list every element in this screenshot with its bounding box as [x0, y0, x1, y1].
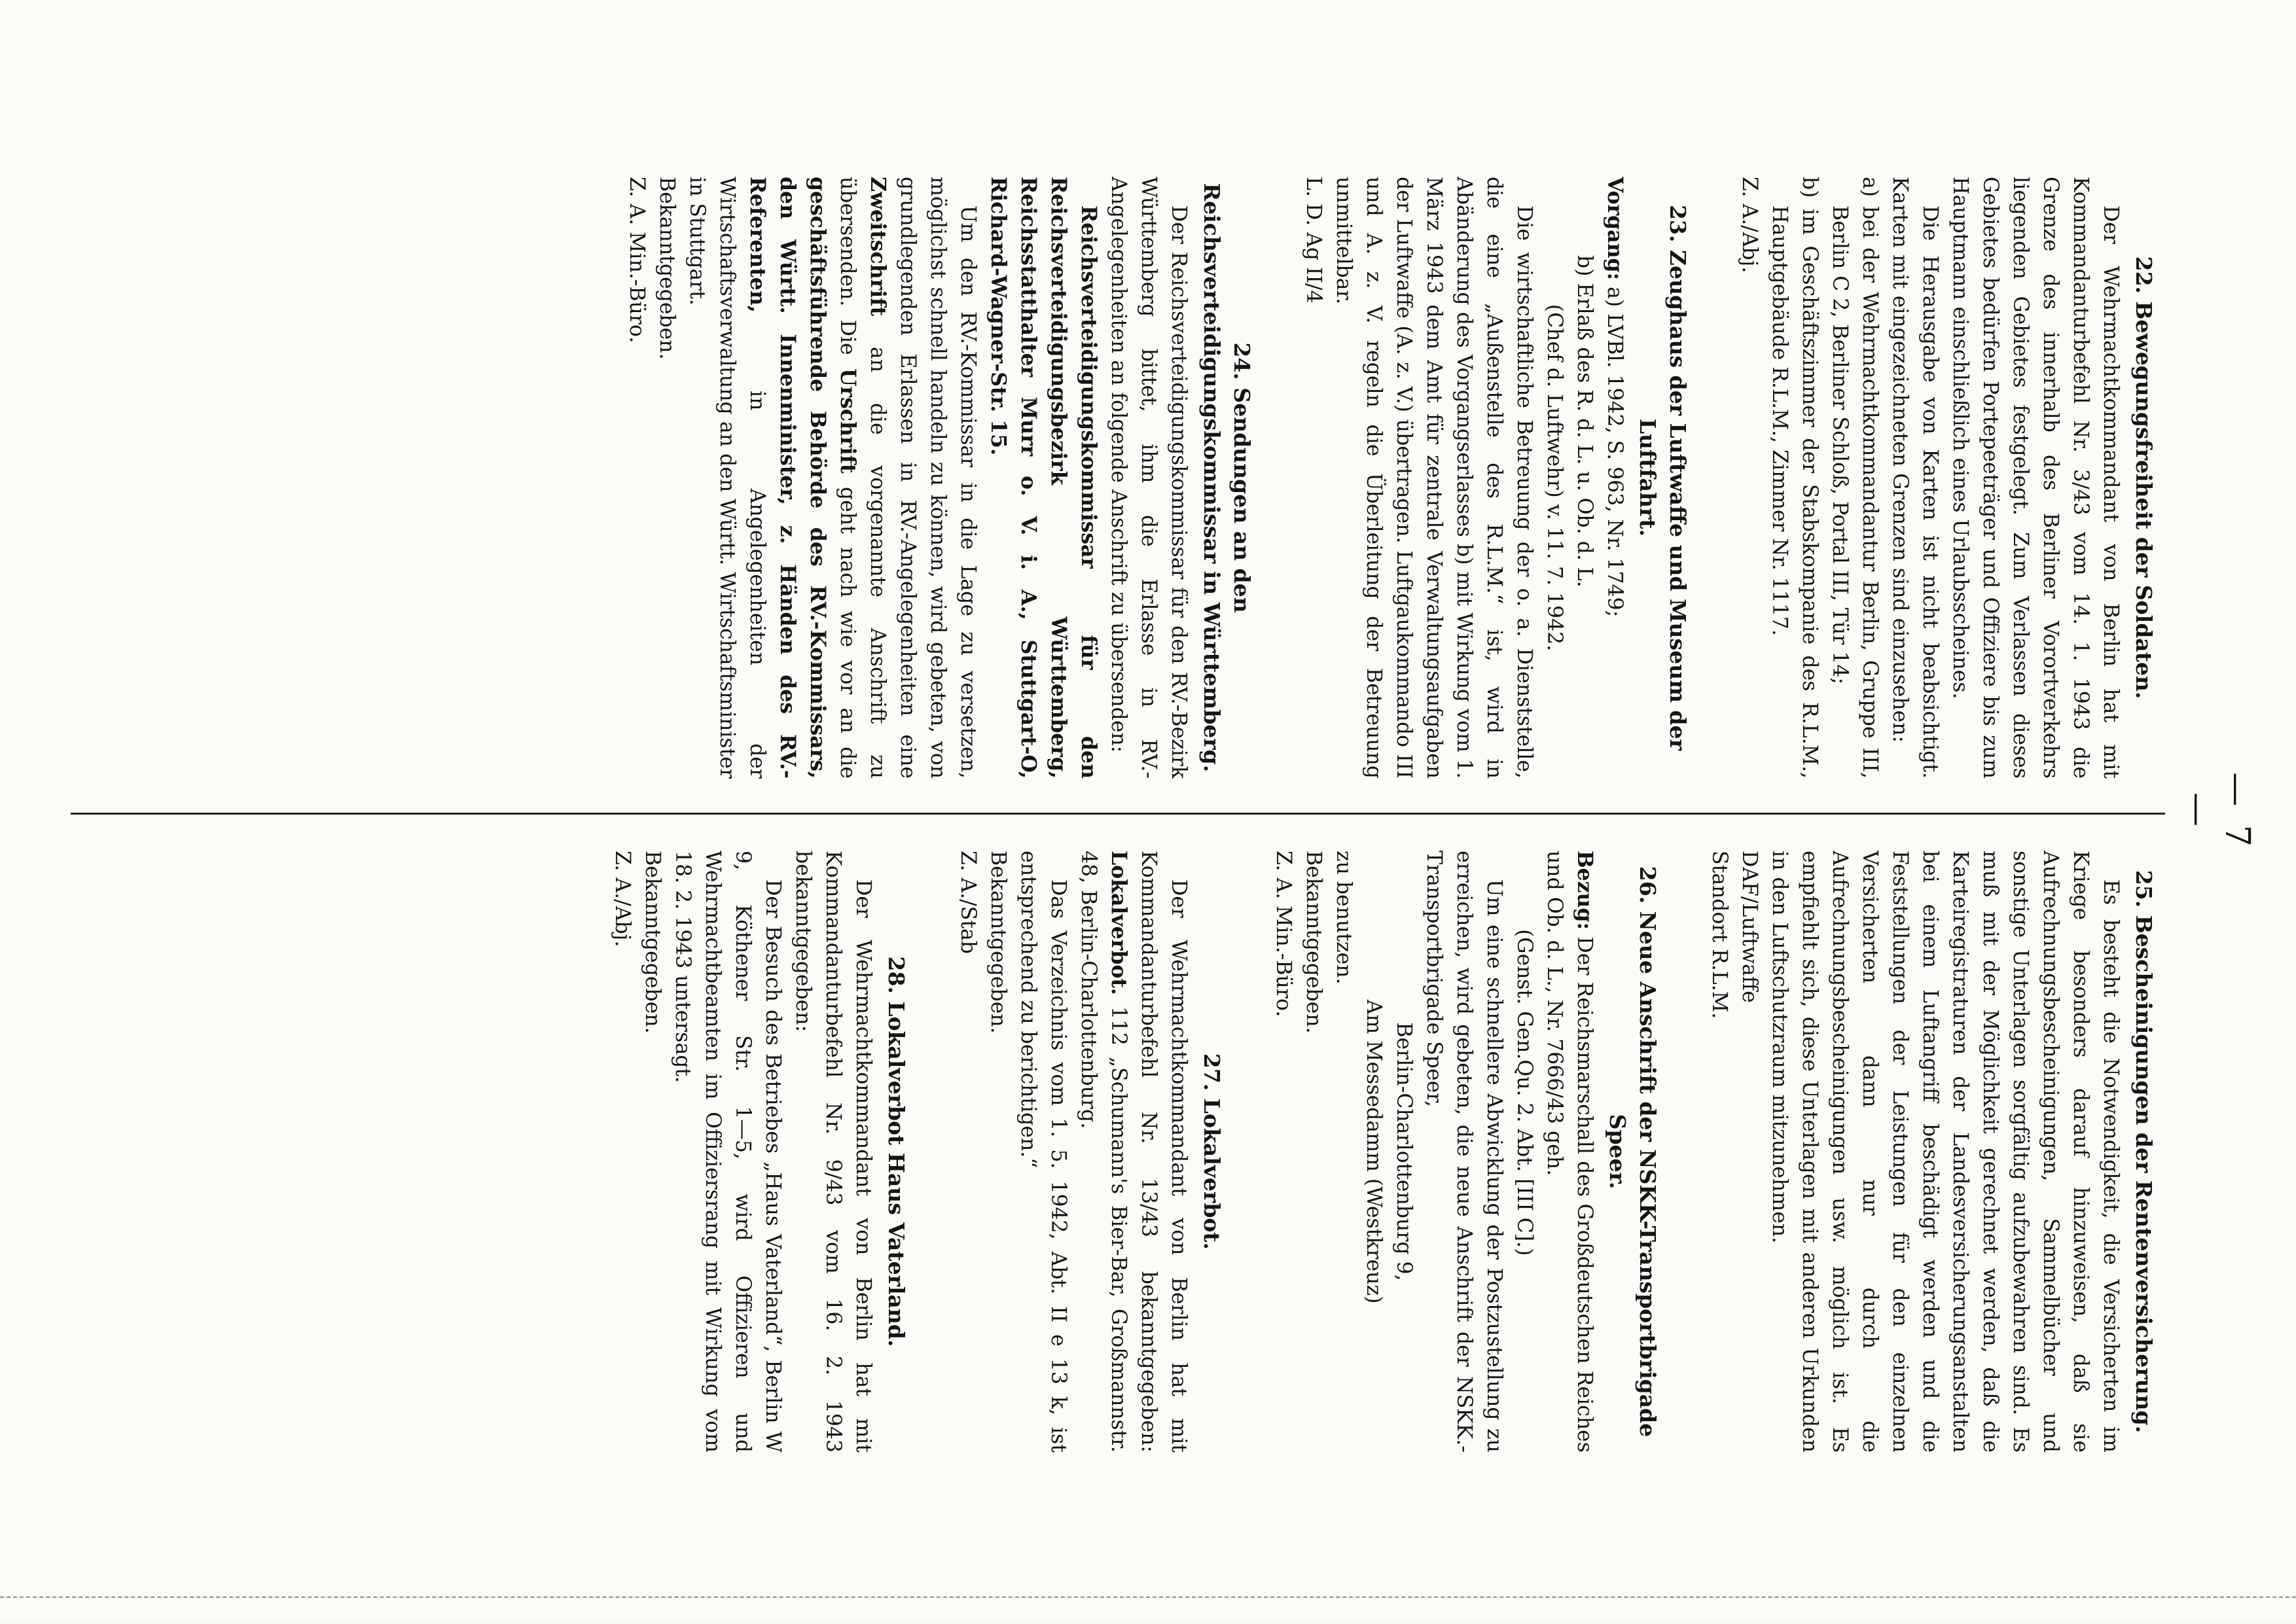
section-24-paragraph-2-part-c: an die vorgenannte Anschrift zu übersenden. Die: [836, 177, 889, 779]
section-26-reference: [1539, 851, 1600, 1453]
section-24-paragraph-2-part-e: in Angelegenheiten der Wirtschaftsverwaltung an den Württ. Wirtschaftsminister in Stuttgart.: [685, 177, 769, 779]
section-24-paragraph-1: Der Reichsverteidigungskommissar für den RV.-Bezirk Württemberg bittet, ihm die Erlasse in RV.-Angelegenheiten an folgende Anschrift zu übersenden:: [1107, 177, 1191, 779]
section-26-paragraph-1: Um eine schnellere Abwicklung der Postzustellung zu erreichen, wird gebeten, die neue Anschrift der NSKK.-Transportbrigade Speer,: [1422, 851, 1506, 1453]
section-26-paragraph-2: zu benutzen.: [1332, 851, 1355, 985]
section-23-reference: [1600, 177, 1630, 779]
section-27-emphasis-lokalverbot: Lokalverbot.: [1107, 851, 1131, 995]
page-number: — 7 —: [2178, 772, 2257, 851]
section-23: [1299, 177, 1693, 779]
section-26: [1268, 851, 1662, 1453]
section-28-paragraph-1: Der Wehrmachtkommandant von Berlin hat mit Kommandanturbefehl Nr. 9/43 vom 16. 2. 1943 bekanntgegeben:: [791, 851, 875, 1453]
section-28: [607, 851, 911, 1453]
section-23-reference-label: Vorgang:: [1603, 177, 1627, 281]
section-24-closing: Bekanntgegeben.: [655, 177, 679, 360]
section-25-paragraph-1: Es besteht die Notwendigkeit, die Versicherten im Kriege besonders darauf hinzuweisen, daß sie Aufrechnungsbescheinigungen, Sammelbücher und sonstige Unterlagen sorgfältig aufzubewahren sind. Es muß mit der Möglichkeit gerechnet werden, daß die Karteiregistraturen der Landesversicherungsanstalten bei einem Luftangriff beschädigt werden und die Feststellungen der Leistungen für den einzelnen Versicherten dann nur durch die Aufrechnungsbescheinigungen usw. möglich ist. Es empfiehlt sich, diese Unterlagen mit anderen Urkunden in den Luftschutzraum mitzunehmen.: [1768, 851, 2123, 1453]
section-27-paragraph-1: [1073, 851, 1194, 1453]
section-22-item-b: b) im Geschäftszimmer der Stabskompanie des R.L.M., Hauptgebäude R.L.M., Zimmer Nr. 1117.: [1768, 177, 1821, 779]
section-23-reference-b: b) Erlaß des R. d. L. u. Ob. d. L.: [1573, 255, 1596, 588]
section-24-paragraph-2: [682, 177, 983, 779]
section-22-title: 22. Bewegungsfreiheit der Soldaten.: [2131, 256, 2157, 699]
section-24-paragraph-2-part-d: geht nach wie vor an die: [836, 473, 859, 779]
section-26-address-line-1: Berlin-Charlottenburg 9,: [1392, 1022, 1416, 1281]
column-divider: [71, 813, 2165, 815]
section-28-title: 28. Lokalverbot Haus Vaterland.: [884, 956, 909, 1347]
section-25-signature-1: DAF/Luftwaffe: [1738, 851, 1761, 1003]
right-column: [607, 851, 2159, 1453]
section-27-paragraph-1-part-c: 112 „Schumann's Bier-Bar, Großmannstr. 48, Berlin-Charlottenburg.: [1077, 851, 1130, 1453]
section-27-paragraph-1-part-a: Der Wehrmachtkommandant von Berlin hat mit Kommandanturbefehl Nr. 13/43 bekanntgegeben:: [1137, 851, 1191, 1453]
section-26-reference-label: Bezug:: [1573, 851, 1597, 930]
section-24-address: Reichsverteidigungskommissar für den Reichsverteidigungsbezirk Württemberg, Reichsstatthalter Murr o. V. i. A., Stuttgart-O, Richard-Wagner-Str. 15.: [986, 177, 1101, 779]
section-24-paragraph-2-part-a: Um den RV.-Kommissar in die Lage zu versetzen, möglichst schnell handeln zu können, wird gebeten, von grundlegenden Erlassen in RV.-Angelegenheiten eine: [896, 177, 980, 779]
section-22-paragraph-2: Die Herausgabe von Karten ist nicht beabsichtigt. Karten mit eingezeichneten Grenzen sind einzusehen:: [1888, 177, 1942, 779]
section-24-emphasis-urschrift: Urschrift: [836, 368, 860, 474]
section-27-closing: Bekanntgegeben.: [986, 851, 1010, 1034]
section-28-paragraph-2: Der Besuch des Betriebes „Haus Vaterland“, Berlin W 9, Köthener Str. 1—5, wird Offizieren und Wehrmachtbeamten im Offiziersrang mit Wirkung vom 18. 2. 1943 untersagt.: [671, 851, 785, 1453]
section-24-signature: Z. A. Min.-Büro.: [625, 177, 649, 344]
section-27: [953, 851, 1227, 1453]
section-23-title: 23. Zeughaus der Luftwaffe und Museum der Luftfahrt.: [1635, 205, 1691, 750]
section-23-paragraph-1: Die wirtschaftliche Betreuung der o. a. Dienststelle, die eine „Außenstelle des R.L.M.“ ist, wird in Abänderung des Vorgangserlasses b) mit Wirkung vom 1. März 1943 dem Amt für zentrale Verwaltungsaufgaben der Luftwaffe (A. z. V.) übertragen. Luftgaukommando III und A. z. V. regeln die Überleitung der Betreuung unmittelbar.: [1332, 177, 1536, 779]
section-24-emphasis-authority: geschäftsführende Behörde des RV.-Kommissars, den Württ. Innenminister, z. Händen des RV.-Referenten,: [745, 177, 830, 779]
section-27-signature: Z. A./Stab: [956, 851, 980, 954]
section-26-reference-b: (Genst. Gen.Qu. 2. Abt. [III C].): [1513, 929, 1536, 1256]
section-27-title: 27. Lokalverbot.: [1199, 1053, 1225, 1250]
section-25-signature-2: Standort R.L.M.: [1708, 851, 1731, 1019]
section-22-item-a: a) bei der Wehrmachtkommandantur Berlin, Gruppe III, Berlin C 2, Berliner Schloß, Portal III, Tür 14;: [1828, 177, 1882, 779]
section-25-title: 25. Bescheinigungen der Rentenversicherung.: [2131, 870, 2157, 1434]
section-24: [622, 177, 1257, 779]
section-28-closing: Bekanntgegeben.: [641, 851, 664, 1034]
scan-edge: [0, 1597, 2296, 1624]
section-26-closing: Bekanntgegeben.: [1302, 851, 1325, 1034]
section-28-signature: Z. A./Abj.: [611, 851, 634, 947]
section-26-reference-a: Der Reichsmarschall des Großdeutschen Reiches und Ob. d. L., Nr. 7666/43 geh.: [1543, 851, 1596, 1453]
section-26-title: 26. Neue Anschrift der NSKK-Transportbrigade Speer.: [1605, 866, 1660, 1438]
section-25: [1704, 851, 2159, 1453]
section-27-paragraph-2: Das Verzeichnis vom 1. 5. 1942, Abt. II e 13 k, ist entsprechend zu berichtigen.“: [1016, 851, 1070, 1453]
section-23-reference-a: a) LVBl. 1942, S. 963, Nr. 1749;: [1603, 287, 1626, 618]
left-column: [622, 177, 2159, 779]
section-22-paragraph-1: Der Wehrmachtkommandant von Berlin hat mit Kommandanturbefehl Nr. 3/43 vom 14. 1. 1943 die Grenze des innerhalb des Berliner Vorortverkehrs liegenden Gebietes festgelegt. Zum Verlassen dieses Gebietes bedürfen Portepeeträger und Offiziere bis zum Hauptmann einschließlich eines Urlaubsscheines.: [1948, 177, 2123, 779]
section-26-address-line-2: Am Messedamm (Westkreuz): [1362, 999, 1386, 1304]
section-23-reference-c: (Chef d. Luftwehr) v. 11. 7. 1942.: [1543, 304, 1566, 652]
section-24-title: 24. Sendungen an den Reichsverteidigungskommissar in Württemberg.: [1199, 183, 1255, 773]
section-24-emphasis-zweitschrift: Zweitschrift: [866, 177, 890, 317]
section-22-signature: Z. A./Abj.: [1738, 177, 1761, 274]
section-23-signature: L. D. Ag II/4: [1302, 177, 1325, 304]
section-26-signature: Z. A. Min.-Büro.: [1272, 851, 1295, 1017]
section-22: [1734, 177, 2159, 779]
